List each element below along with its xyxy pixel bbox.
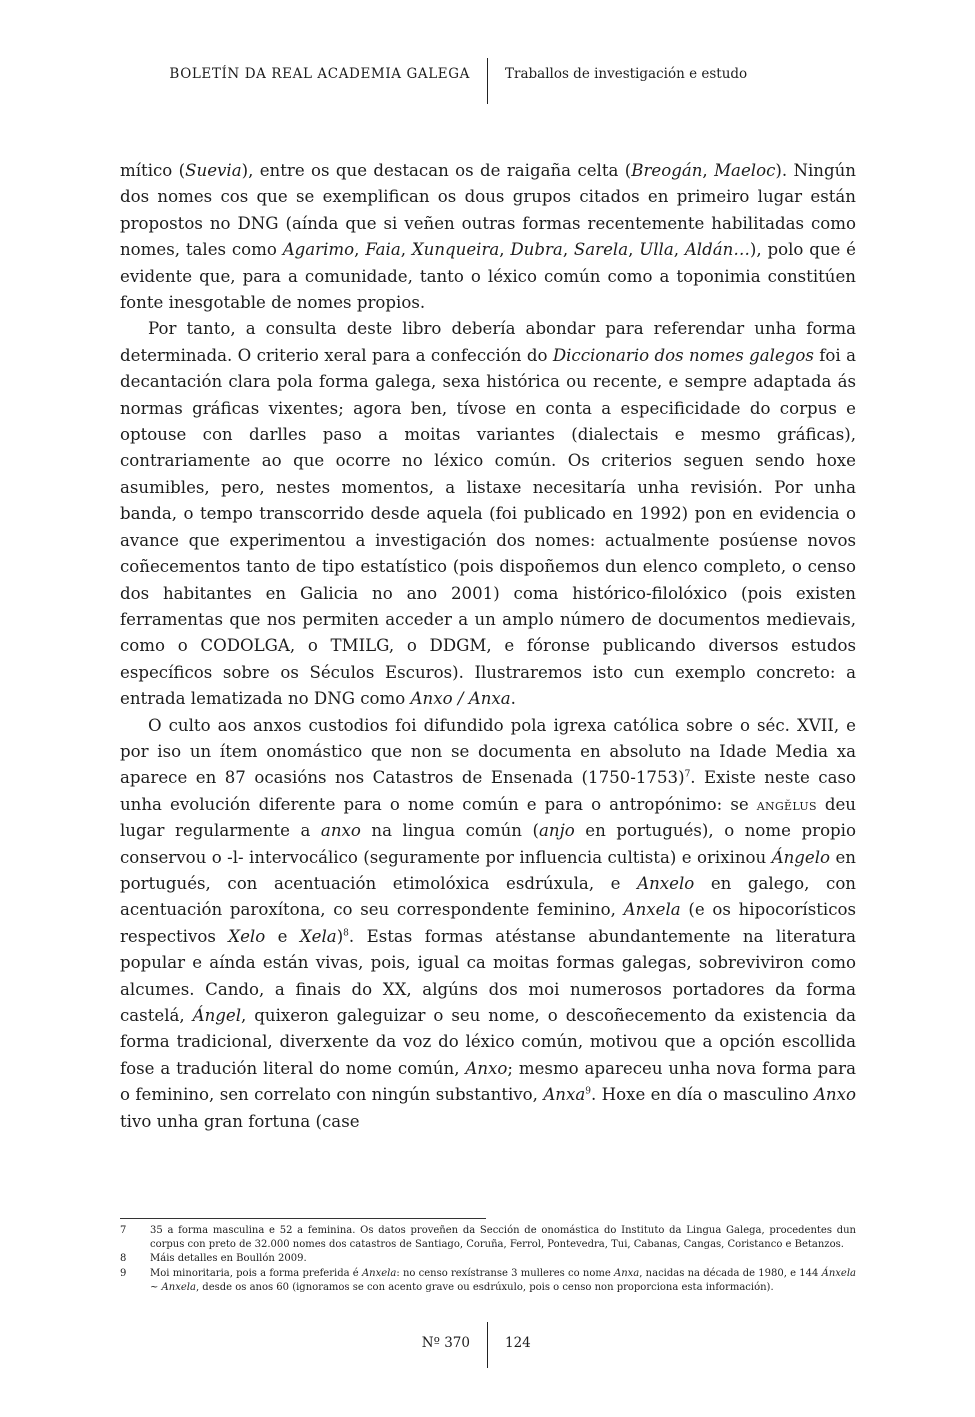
footnote-ref-7[interactable]: 7 (684, 769, 691, 780)
article-body (120, 158, 856, 1135)
footnote-number: 7 (120, 1225, 127, 1236)
latin-etymon: angĕlus (756, 795, 817, 814)
paragraph-3: O culto aos anxos custodios foi difundido pola igrexa católica sobre o séc. XVII, e por iso un ítem onomástico que non se documenta en absoluto na Idade Media xa aparece en 87 ocasións nos Catastros de Ensenada (1750-1753)$^7$. Existe neste caso unha evolución diferente para o nome común e para o antropónimo: se angĕlus deu lugar regularmente a anxo na lingua común (anjo en portugués), o nome propio conservou o -l- intervocálico (seguramente por influencia cultista) e orixinou Ángelo en portugués, con acentuación etimolóxica esdrúxula, e Anxelo en galego, con acentuación paroxítona, co seu correspondente feminino, Anxela (e os hipocorísticos respectivos Xelo e Xela)$^8$. Estas formas atéstanse abundantemente na literatura popular e aínda están vivas, pois, igual ca moitas formas galegas, sobreviviron como alcumes. Cando, a finais do XX, algúns dos moi numerosos portadores da forma castelá, Ángel, quixeron galeguizar o seu nome, o descoñecemento da existencia da forma tradicional, diverxente da voz do léxico común, motivou que a opción escollida fose a tradución literal do nome común, Anxo; mesmo apareceu unha nova forma para o feminino, sen correlato con ningún substantivo, Anxa$^9$. Hoxe en día o masculino Anxo tivo unha gran fortuna (case (120, 715, 856, 1131)
footnote-number: 9 (120, 1267, 127, 1279)
page-number: 124 (505, 1335, 531, 1351)
paragraph-2: Por tanto, a consulta deste libro debería abondar para referendar unha forma determinada. O criterio xeral para a confección do Diccionario dos nomes galegos foi a decantación clara pola forma galega, sexa histórica ou recente, e sempre adaptada ás normas gráficas vixentes; agora ben, tívose en conta a especificidade do corpus e optouse con darlles paso a moitas variantes (dialectais e mesmo gráficas), contrariamente ao que ocorre no léxico común. Os criterios seguen sendo hoxe asumibles, pero, nestes momentos, a listaxe necesitaría unha revisión. Por unha banda, o tempo transcorrido desde aquela (foi publicado en 1992) pon en evidencia o avance que experimentou a investigación dos nomes: actualmente posúense novos coñecementos tanto de tipo estatístico (pois dispoñemos dun elenco completo, o censo dos habitantes en Galicia no ano 2001) coma histórico-filolóxico (pois existen ferramentas que nos permiten acceder a un amplo número de documentos medievais, como o CODOLGA, o TMILG, o DDGM, e fóronse publicando diversos estudos específicos sobre os Séculos Escuros). Ilustraremos isto cun exemplo concreto: a entrada lematizada no DNG como Anxo / Anxa. (120, 319, 856, 709)
footnote-8: 8 Máis detalles en Boullón 2009. (120, 1252, 856, 1266)
issue-number: Nº 370 (421, 1335, 470, 1351)
running-footer (0, 1322, 975, 1368)
running-header (0, 58, 975, 104)
footnote-ref-8[interactable]: 8 (343, 928, 349, 939)
footnote-number: 8 (120, 1253, 127, 1265)
paragraph-1: mítico (Suevia), entre os que destacan os de raigaña celta (Breogán, Maeloc). Ningún dos nomes cos que se exemplifican os dous grupos citados en primeiro lugar están propostos no DNG (aínda que si veñen outras formas recentemente habilitadas como nomes, tales como Agarimo, Faia, Xunqueira, Dubra, Sarela, Ulla, Aldán…), polo que é evidente que, para a comunidade, tanto o léxico común como a toponimia constitúen fonte inesgotable de nomes propios. (120, 161, 856, 313)
section-title: Traballos de investigación e estudo (505, 66, 748, 82)
footnote-7: 7 35 a forma masculina e 52 a feminina. Os datos proveñen da Sección de onomástica do Instituto da Lingua Galega, procedentes dun corpus con preto de 32.000 nomes dos catastros de Santiago, Coruña, Ferrol, Pontevedra, Tui, Cabanas, Cangas, Coristanco e Betanzos. (120, 1225, 856, 1251)
footnote-9: 9 Moi minoritaria, pois a forma preferida é Anxela: no censo rexístranse 3 mulleres co nome Anxa, nacidas na década de 1980, e 144 Ánxela ~ Anxela, desde os anos 60 (ignoramos se con acento grave ou esdrúxulo, pois o censo non proporciona esta información). (120, 1267, 857, 1293)
journal-title: BOLETÍN DA REAL ACADEMIA GALEGA (169, 66, 470, 82)
footnotes (120, 1224, 856, 1295)
footnote-separator (120, 1218, 486, 1219)
header-divider (487, 58, 488, 104)
footer-divider (487, 1322, 488, 1368)
footnote-ref-9[interactable]: 9 (585, 1086, 591, 1097)
